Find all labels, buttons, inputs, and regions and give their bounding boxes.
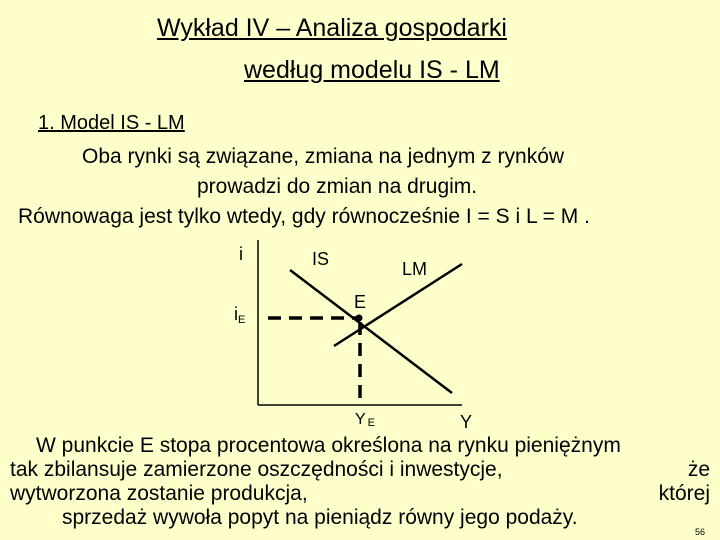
intro-line-1: Oba rynki są związane, zmiana na jednym z rynków xyxy=(82,145,565,168)
slide-number: 56 xyxy=(695,527,706,537)
section-heading: 1. Model IS - LM xyxy=(38,112,185,134)
equilibrium-point-label: E xyxy=(354,292,367,312)
is-curve-label: IS xyxy=(312,249,330,269)
conclusion-line-2-end: że xyxy=(687,458,710,481)
conclusion-line-2: tak zbilansuje zamierzone oszczędności i inwestycje, xyxy=(10,458,503,481)
conclusion-line-1: W punkcie E stopa procentowa określona na rynku pieniężnym xyxy=(36,434,621,457)
lm-curve-label: LM xyxy=(402,259,428,279)
conclusion-paragraph xyxy=(10,434,710,530)
y-eq-label: Y E xyxy=(355,411,376,429)
slide-title-line-2: według modelu IS - LM xyxy=(244,56,500,84)
intro-line-2: prowadzi do zmian na drugim. xyxy=(197,175,478,198)
slide-title-line-1: Wykład IV – Analiza gospodarki xyxy=(157,14,507,42)
equilibrium-point xyxy=(356,315,363,322)
x-axis-label: Y xyxy=(460,412,473,432)
i-eq-label: iE xyxy=(234,304,246,326)
is-curve xyxy=(290,270,452,393)
conclusion-line-3: wytworzona zostanie produkcja, xyxy=(10,482,308,505)
y-axis-label: i xyxy=(239,244,243,264)
intro-line-3: Równowaga jest tylko wtedy, gdy równocześnie I = S i L = M . xyxy=(18,205,590,228)
conclusion-line-4: sprzedaż wywoła popyt na pieniądz równy jego podaży. xyxy=(62,506,578,529)
conclusion-line-3-end: której xyxy=(658,482,710,505)
